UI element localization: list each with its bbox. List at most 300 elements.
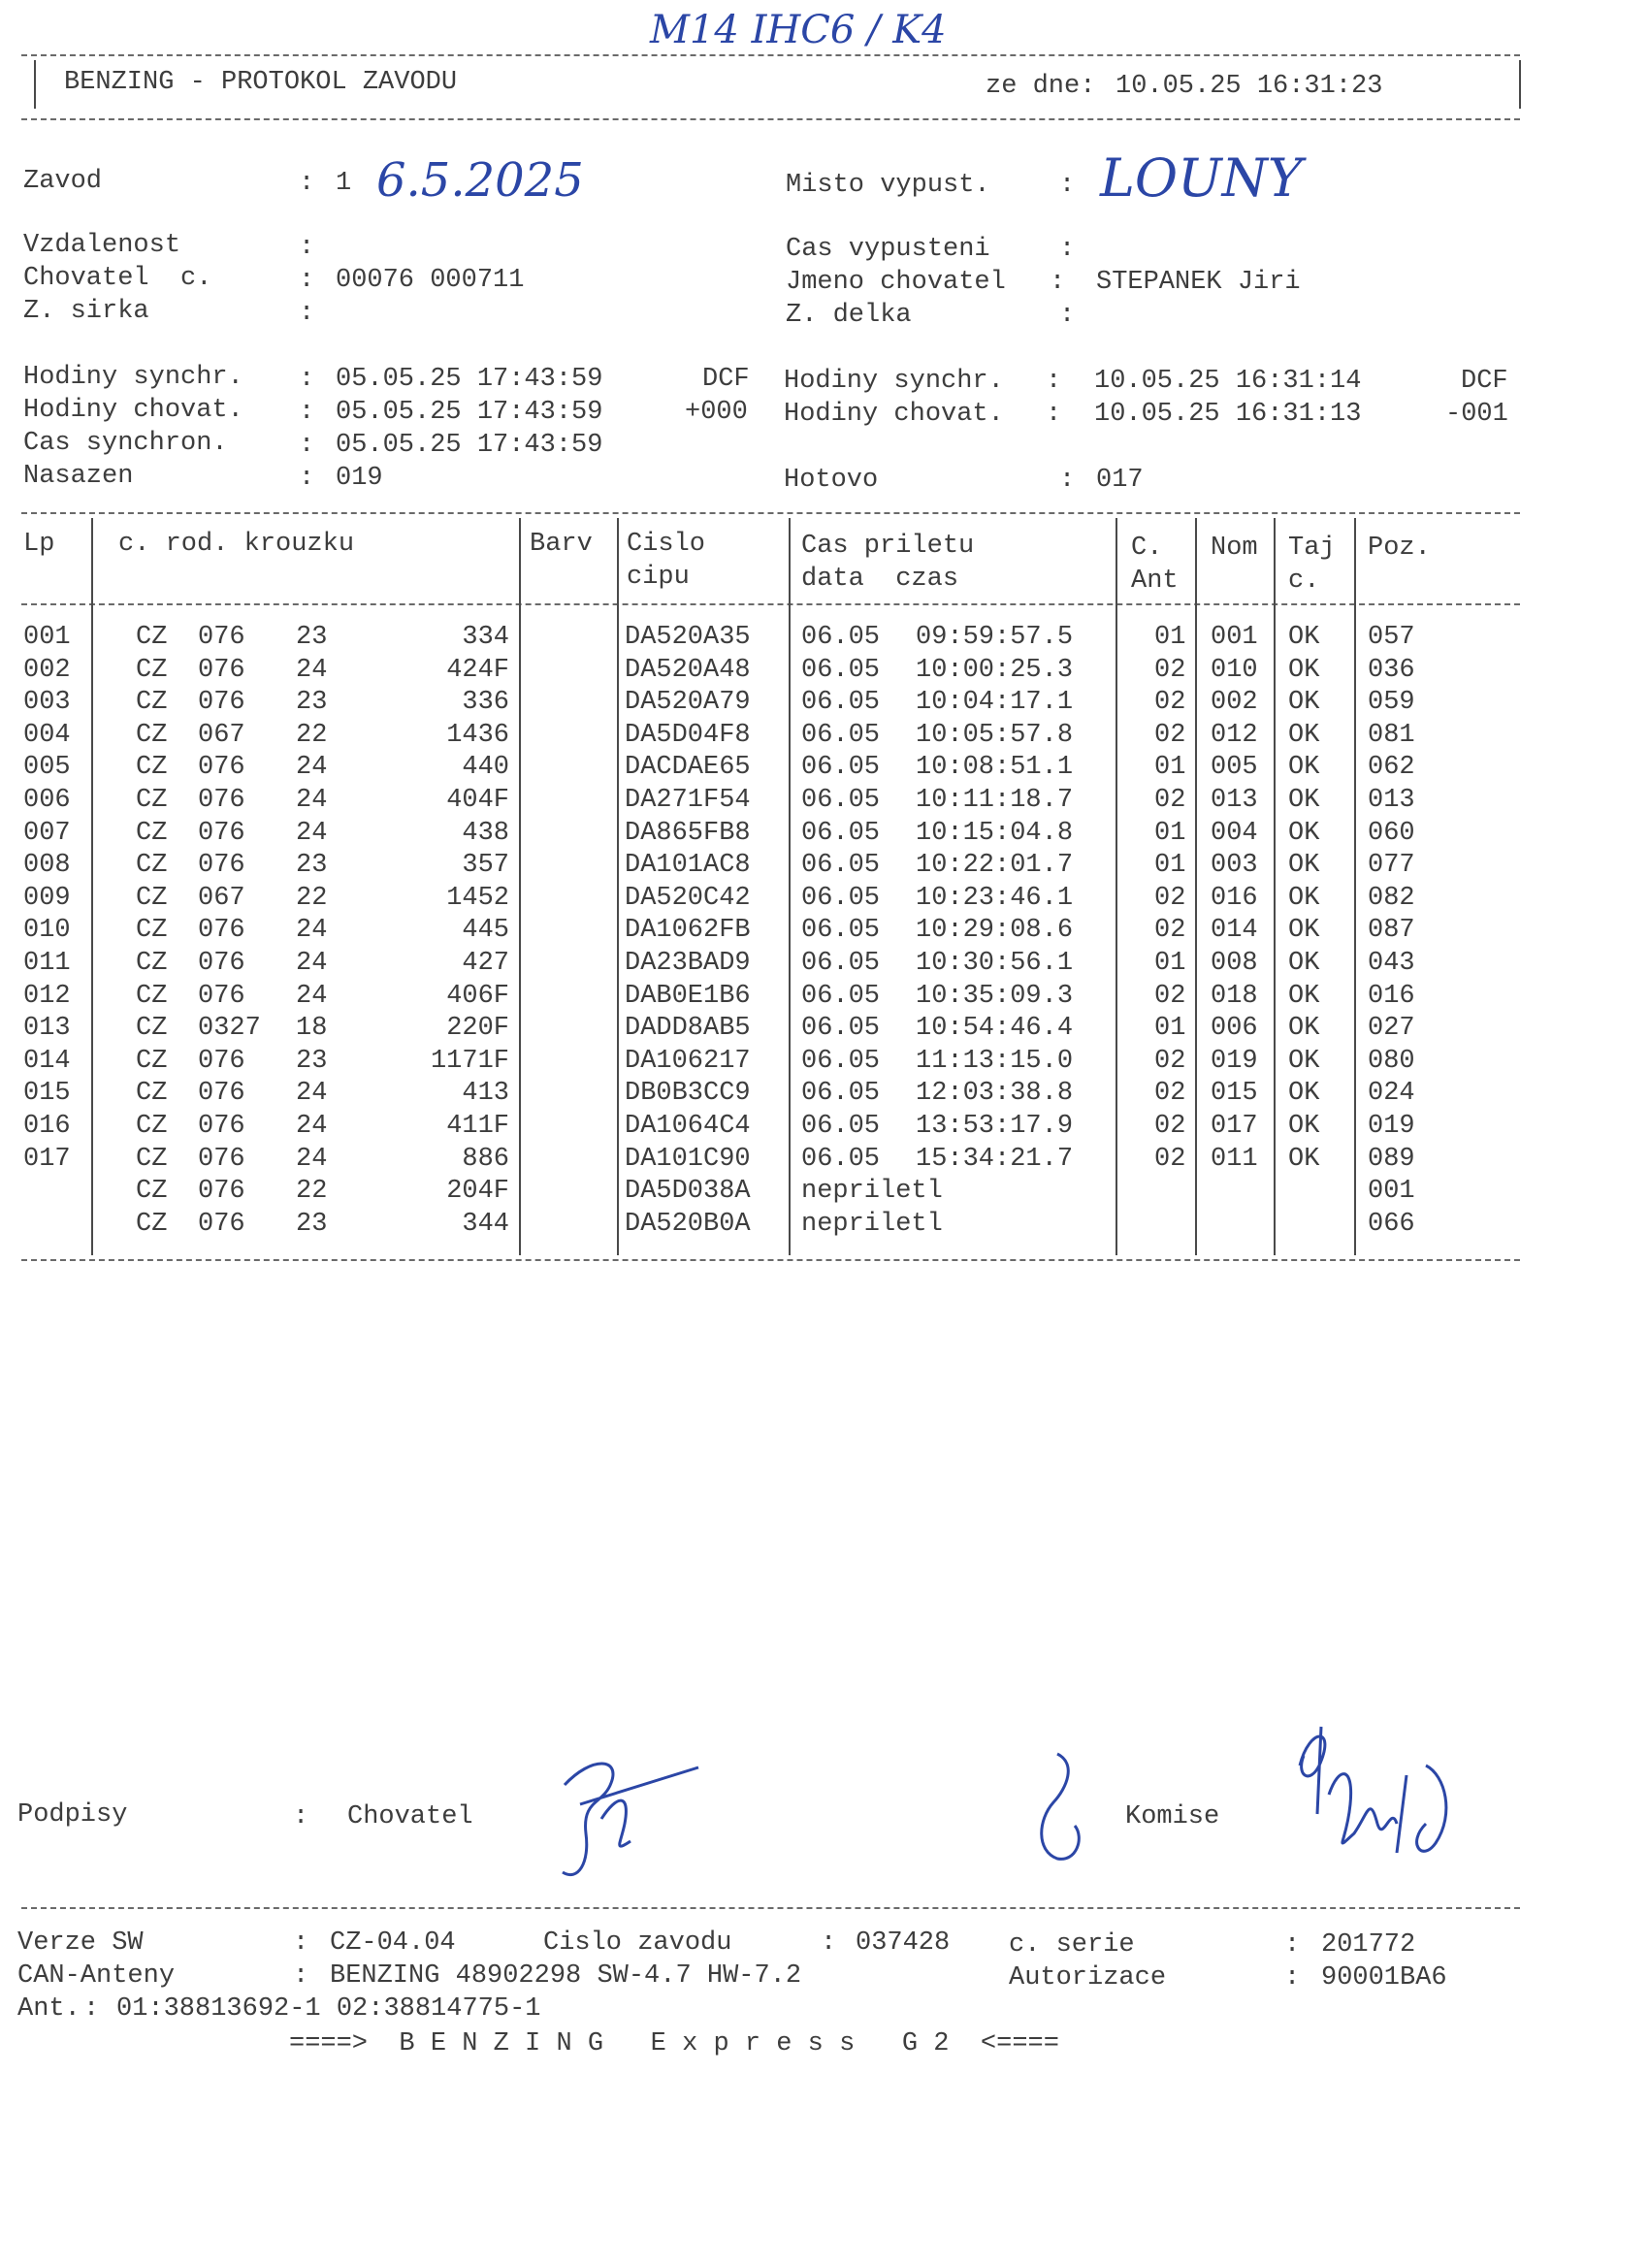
cell-yr: 23	[296, 851, 328, 881]
cell-taj: OK	[1288, 1112, 1320, 1141]
cell-num: 445	[462, 916, 509, 946]
cell-cz: CZ	[136, 1177, 168, 1207]
cell-yr: 24	[296, 949, 328, 978]
zavod-value: 1	[336, 169, 352, 198]
serie-value: 201772	[1321, 1930, 1416, 1960]
cell-date: 06.05	[801, 1079, 881, 1109]
cell-lp: 017	[23, 1144, 71, 1174]
cell-date: 06.05	[801, 753, 881, 783]
cell-org: 076	[198, 1177, 245, 1207]
chovatel-signature-label: Chovatel	[347, 1802, 473, 1831]
cell-date: 06.05	[801, 818, 881, 848]
cell-time: 10:00:25.3	[916, 655, 1074, 685]
handwritten-race-date: 6.5.2025	[376, 153, 584, 208]
cell-ant: 02	[1154, 688, 1186, 718]
komise-signature-label: Komise	[1125, 1802, 1220, 1831]
cell-yr: 24	[296, 1079, 328, 1109]
jmeno-value: STEPANEK Jiri	[1096, 268, 1301, 297]
cell-time: 10:11:18.7	[916, 786, 1074, 815]
table-row	[0, 949, 1552, 981]
cell-nom: 011	[1211, 1144, 1258, 1174]
header-ant-1: C.	[1131, 534, 1163, 563]
cell-cz: CZ	[136, 655, 168, 685]
cell-num: 413	[462, 1079, 509, 1109]
cell-ant: 02	[1154, 883, 1186, 913]
cell-nom: 013	[1211, 786, 1258, 815]
colon: :	[293, 1802, 309, 1831]
cell-poz: 087	[1368, 916, 1415, 946]
table-row	[0, 916, 1552, 948]
cell-ant: 02	[1154, 1144, 1186, 1174]
cell-taj: OK	[1288, 720, 1320, 750]
cell-date: 06.05	[801, 688, 881, 718]
cell-num: 220F	[446, 1014, 509, 1044]
cell-chip: DA520A79	[625, 688, 751, 718]
cell-org: 067	[198, 883, 245, 913]
cell-date: 06.05	[801, 655, 881, 685]
sync-left-value-3: 05.05.25 17:43:59	[336, 431, 603, 460]
colon: :	[1046, 400, 1062, 429]
cell-time: 10:29:08.6	[916, 916, 1074, 946]
header-nom: Nom	[1211, 534, 1258, 563]
cell-time: 10:30:56.1	[916, 949, 1074, 978]
cell-org: 076	[198, 1209, 245, 1239]
cell-num: 438	[462, 818, 509, 848]
header-poz: Poz.	[1368, 534, 1431, 563]
cell-nom: 017	[1211, 1112, 1258, 1141]
cell-ant: 02	[1154, 1046, 1186, 1076]
table-row	[0, 1210, 1552, 1242]
cell-yr: 24	[296, 786, 328, 815]
colon: :	[1059, 466, 1076, 495]
cell-taj: OK	[1288, 949, 1320, 978]
cell-date: 06.05	[801, 720, 881, 750]
colon: :	[1050, 268, 1066, 297]
antenna-serials-value: 01:38813692-1 02:38814775-1	[116, 1994, 541, 2024]
cell-chip: DAB0E1B6	[625, 981, 751, 1011]
cell-cz: CZ	[136, 949, 168, 978]
sync-left-extra-2: +000	[685, 398, 748, 427]
cell-num: 406F	[446, 981, 509, 1011]
chovatel-label: Chovatel c.	[23, 264, 212, 293]
cell-org: 076	[198, 786, 245, 815]
colon: :	[299, 431, 315, 460]
sync-left-extra-1: DCF	[702, 365, 750, 394]
cell-org: 076	[198, 1079, 245, 1109]
cell-lp: 010	[23, 916, 71, 946]
colon: :	[293, 1928, 309, 1958]
cell-poz: 060	[1368, 818, 1415, 848]
cell-org: 076	[198, 623, 245, 652]
can-antenna-label: CAN-Anteny	[17, 1961, 176, 1991]
cell-chip: DACDAE65	[625, 753, 751, 783]
cell-nom: 004	[1211, 818, 1258, 848]
cell-poz: 043	[1368, 949, 1415, 978]
cell-yr: 23	[296, 688, 328, 718]
header-right-border	[1519, 60, 1521, 109]
cell-lp: 002	[23, 655, 71, 685]
cell-yr: 24	[296, 1112, 328, 1141]
cell-time: 10:23:46.1	[916, 883, 1074, 913]
hotovo-label: Hotovo	[784, 466, 879, 495]
cell-ant: 01	[1154, 623, 1186, 652]
cell-chip: DA5D038A	[625, 1177, 751, 1207]
table-row	[0, 1112, 1552, 1144]
zavod-label: Zavod	[23, 167, 103, 196]
cell-ant: 01	[1154, 818, 1186, 848]
nasazen-value: 019	[336, 464, 383, 493]
colon: :	[299, 299, 315, 328]
cell-ant: 01	[1154, 851, 1186, 881]
cell-org: 0327	[198, 1014, 261, 1044]
cell-poz: 066	[1368, 1209, 1415, 1239]
colon: :	[1059, 235, 1076, 264]
cell-cz: CZ	[136, 786, 168, 815]
nasazen-label: Nasazen	[23, 462, 134, 491]
cell-chip: DA271F54	[625, 786, 751, 815]
cell-chip: DA520C42	[625, 883, 751, 913]
cell-poz: 001	[1368, 1177, 1415, 1207]
cell-chip: DA1062FB	[625, 916, 751, 946]
colon: :	[1284, 1963, 1301, 1993]
header-barv: Barv	[530, 530, 593, 559]
header-arrival-1: Cas priletu	[801, 532, 975, 561]
cell-nom: 014	[1211, 916, 1258, 946]
cell-chip: DA101AC8	[625, 851, 751, 881]
report-date-value: 10.05.25 16:31:23	[1116, 72, 1383, 101]
cell-lp: 013	[23, 1014, 71, 1044]
cell-date: 06.05	[801, 883, 881, 913]
cell-yr: 24	[296, 655, 328, 685]
cell-taj: OK	[1288, 688, 1320, 718]
cell-nom: 016	[1211, 883, 1258, 913]
cell-yr: 23	[296, 623, 328, 652]
colon: :	[1059, 301, 1076, 330]
cell-taj: OK	[1288, 1046, 1320, 1076]
ampersand-mark	[1028, 1744, 1096, 1870]
sync-right-value-1: 10.05.25 16:31:14	[1094, 367, 1362, 396]
cell-poz: 059	[1368, 688, 1415, 718]
cell-lp: 012	[23, 981, 71, 1011]
cell-yr: 23	[296, 1046, 328, 1076]
cell-cz: CZ	[136, 981, 168, 1011]
cell-chip: DA865FB8	[625, 818, 751, 848]
cell-ant: 02	[1154, 655, 1186, 685]
table-row	[0, 1047, 1552, 1079]
header-ring: c. rod. krouzku	[118, 530, 355, 559]
cell-poz: 077	[1368, 851, 1415, 881]
cell-nom: 008	[1211, 949, 1258, 978]
cell-cz: CZ	[136, 1046, 168, 1076]
cell-lp: 009	[23, 883, 71, 913]
delka-label: Z. delka	[786, 301, 912, 330]
cell-ant: 02	[1154, 786, 1186, 815]
cell-chip: DADD8AB5	[625, 1014, 751, 1044]
cell-time: 10:35:09.3	[916, 981, 1074, 1011]
handwritten-top-code: M14 IHC6 / K4	[650, 8, 947, 52]
cell-chip: DA520A35	[625, 623, 751, 652]
cell-cz: CZ	[136, 753, 168, 783]
header-left-border	[34, 60, 36, 109]
cell-num: 404F	[446, 786, 509, 815]
footer-separator	[21, 1907, 1520, 1909]
cell-time: 10:15:04.8	[916, 818, 1074, 848]
cell-date: 06.05	[801, 916, 881, 946]
header-chip-1: Cislo	[627, 530, 706, 559]
colon: :	[83, 1994, 100, 2024]
cell-org: 076	[198, 851, 245, 881]
cell-num: 427	[462, 949, 509, 978]
commission-signature	[1261, 1707, 1474, 1872]
cell-num: 1452	[446, 883, 509, 913]
can-antenna-value: BENZING 48902298 SW-4.7 HW-7.2	[330, 1961, 802, 1991]
cell-cz: CZ	[136, 818, 168, 848]
cell-num: 440	[462, 753, 509, 783]
cell-poz: 080	[1368, 1046, 1415, 1076]
header-taj-2: c.	[1288, 567, 1320, 596]
cell-date: 06.05	[801, 949, 881, 978]
signatures-label: Podpisy	[17, 1800, 128, 1830]
cell-time: 10:04:17.1	[916, 688, 1074, 718]
cell-chip: DA106217	[625, 1046, 751, 1076]
cell-lp: 016	[23, 1112, 71, 1141]
breeder-signature	[524, 1727, 718, 1892]
cell-lp: 001	[23, 623, 71, 652]
cell-taj: OK	[1288, 1014, 1320, 1044]
sync-left-label-3: Cas synchron.	[23, 429, 228, 458]
cell-org: 076	[198, 818, 245, 848]
cell-num: 1171F	[430, 1046, 509, 1076]
cell-taj: OK	[1288, 1079, 1320, 1109]
cell-poz: 082	[1368, 883, 1415, 913]
cell-poz: 016	[1368, 981, 1415, 1011]
cell-num: 411F	[446, 1112, 509, 1141]
table-row	[0, 753, 1552, 785]
cell-cz: CZ	[136, 1209, 168, 1239]
cell-yr: 18	[296, 1014, 328, 1044]
cell-poz: 089	[1368, 1144, 1415, 1174]
cell-poz: 036	[1368, 655, 1415, 685]
table-header-separator	[21, 603, 1520, 605]
cell-taj: OK	[1288, 981, 1320, 1011]
table-row	[0, 1177, 1552, 1209]
cell-poz: 013	[1368, 786, 1415, 815]
protocol-title: BENZING - PROTOKOL ZAVODU	[64, 68, 458, 97]
verze-value: CZ-04.04	[330, 1928, 456, 1958]
cell-taj: OK	[1288, 818, 1320, 848]
cell-cz: CZ	[136, 720, 168, 750]
cell-org: 076	[198, 949, 245, 978]
sync-right-label-2: Hodiny chovat.	[784, 400, 1004, 429]
table-row	[0, 1079, 1552, 1111]
colon: :	[299, 464, 315, 493]
cell-cz: CZ	[136, 851, 168, 881]
cell-time: 10:54:46.4	[916, 1014, 1074, 1044]
cell-time: 15:34:21.7	[916, 1144, 1074, 1174]
cell-cz: CZ	[136, 1144, 168, 1174]
colon: :	[299, 169, 315, 198]
cell-org: 076	[198, 688, 245, 718]
cell-cz: CZ	[136, 623, 168, 652]
colon: :	[821, 1928, 837, 1958]
cell-nom: 012	[1211, 720, 1258, 750]
cell-cz: CZ	[136, 883, 168, 913]
colon: :	[299, 266, 315, 295]
cell-poz: 057	[1368, 623, 1415, 652]
cell-nom: 001	[1211, 623, 1258, 652]
chovatel-value: 00076 000711	[336, 266, 525, 295]
cell-time: 13:53:17.9	[916, 1112, 1074, 1141]
cell-num: 1436	[446, 720, 509, 750]
handwritten-release-place: LOUNY	[1100, 147, 1303, 209]
cell-num: 357	[462, 851, 509, 881]
table-row	[0, 721, 1552, 753]
table-top-border	[21, 512, 1520, 514]
report-date-label: ze dne:	[986, 72, 1096, 101]
cell-org: 076	[198, 981, 245, 1011]
cell-taj: OK	[1288, 623, 1320, 652]
cell-nom: 005	[1211, 753, 1258, 783]
cell-date: 06.05	[801, 623, 881, 652]
sync-right-value-2: 10.05.25 16:31:13	[1094, 400, 1362, 429]
cell-date: 06.05	[801, 786, 881, 815]
colon: :	[293, 1961, 309, 1991]
header-arrival-2: data czas	[801, 565, 959, 594]
sync-left-value-1: 05.05.25 17:43:59	[336, 365, 603, 394]
cell-time: 10:08:51.1	[916, 753, 1074, 783]
cell-num: 334	[462, 623, 509, 652]
cell-nom: 019	[1211, 1046, 1258, 1076]
cell-poz: 062	[1368, 753, 1415, 783]
header-top-border	[21, 54, 1520, 56]
cell-yr: 24	[296, 753, 328, 783]
sync-right-extra-1: DCF	[1461, 367, 1508, 396]
cell-poz: 019	[1368, 1112, 1415, 1141]
cell-poz: 081	[1368, 720, 1415, 750]
colon: :	[299, 398, 315, 427]
sync-left-label-2: Hodiny chovat.	[23, 396, 243, 425]
cell-cz: CZ	[136, 1014, 168, 1044]
cell-chip: DA5D04F8	[625, 720, 751, 750]
cell-cz: CZ	[136, 1112, 168, 1141]
cell-lp: 014	[23, 1046, 71, 1076]
cell-yr: 22	[296, 1177, 328, 1207]
cell-date: 06.05	[801, 1046, 881, 1076]
colon: :	[1059, 171, 1076, 200]
cell-yr: 23	[296, 1209, 328, 1239]
jmeno-label: Jmeno chovatel	[786, 268, 1006, 297]
cell-nom: 003	[1211, 851, 1258, 881]
cell-num: 344	[462, 1209, 509, 1239]
table-row	[0, 1014, 1552, 1046]
cell-taj: OK	[1288, 851, 1320, 881]
cell-yr: 24	[296, 981, 328, 1011]
verze-label: Verze SW	[17, 1928, 144, 1958]
vzdalenost-label: Vzdalenost	[23, 231, 181, 260]
antenna-serials-label: Ant.	[17, 1994, 81, 2024]
cell-chip: DA101C90	[625, 1144, 751, 1174]
table-bottom-border	[21, 1259, 1520, 1261]
cell-lp: 006	[23, 786, 71, 815]
table-row	[0, 623, 1552, 655]
cell-org: 076	[198, 916, 245, 946]
header-lp: Lp	[23, 530, 55, 559]
header-taj-1: Taj	[1288, 534, 1336, 563]
cell-org: 076	[198, 1046, 245, 1076]
cas-vypusteni-label: Cas vypusteni	[786, 235, 990, 264]
sync-left-value-2: 05.05.25 17:43:59	[336, 398, 603, 427]
cell-time: 11:13:15.0	[916, 1046, 1074, 1076]
cell-date: nepriletl	[801, 1209, 943, 1239]
sirka-label: Z. sirka	[23, 297, 149, 326]
cell-yr: 24	[296, 916, 328, 946]
cell-ant: 02	[1154, 1079, 1186, 1109]
cell-chip: DA1064C4	[625, 1112, 751, 1141]
cell-lp: 005	[23, 753, 71, 783]
table-row	[0, 1145, 1552, 1177]
cell-taj: OK	[1288, 1144, 1320, 1174]
cell-nom: 002	[1211, 688, 1258, 718]
cell-lp: 011	[23, 949, 71, 978]
cell-org: 076	[198, 1112, 245, 1141]
cell-ant: 02	[1154, 981, 1186, 1011]
sync-left-label-1: Hodiny synchr.	[23, 363, 243, 392]
cell-cz: CZ	[136, 1079, 168, 1109]
cell-poz: 024	[1368, 1079, 1415, 1109]
cell-yr: 24	[296, 818, 328, 848]
cell-taj: OK	[1288, 883, 1320, 913]
cell-num: 424F	[446, 655, 509, 685]
cell-time: 10:05:57.8	[916, 720, 1074, 750]
cell-date: 06.05	[801, 1112, 881, 1141]
colon: :	[1284, 1930, 1301, 1960]
table-row	[0, 884, 1552, 916]
cell-num: 336	[462, 688, 509, 718]
cell-date: 06.05	[801, 1014, 881, 1044]
cell-date: 06.05	[801, 1144, 881, 1174]
cell-lp: 004	[23, 720, 71, 750]
cell-nom: 015	[1211, 1079, 1258, 1109]
table-row	[0, 982, 1552, 1014]
colon: :	[1046, 367, 1062, 396]
table-row	[0, 688, 1552, 720]
misto-label: Misto vypust.	[786, 171, 990, 200]
table-row	[0, 819, 1552, 851]
cell-org: 076	[198, 655, 245, 685]
sync-right-extra-2: -001	[1445, 400, 1508, 429]
cell-org: 076	[198, 753, 245, 783]
cell-chip: DA23BAD9	[625, 949, 751, 978]
cell-date: 06.05	[801, 851, 881, 881]
cislo-zavodu-label: Cislo zavodu	[543, 1928, 732, 1958]
cell-time: 10:22:01.7	[916, 851, 1074, 881]
cell-poz: 027	[1368, 1014, 1415, 1044]
cell-ant: 01	[1154, 949, 1186, 978]
cell-time: 12:03:38.8	[916, 1079, 1074, 1109]
cell-chip: DA520B0A	[625, 1209, 751, 1239]
colon: :	[299, 365, 315, 394]
cell-lp: 003	[23, 688, 71, 718]
cell-org: 067	[198, 720, 245, 750]
cell-time: 09:59:57.5	[916, 623, 1074, 652]
cell-yr: 22	[296, 883, 328, 913]
cell-nom: 006	[1211, 1014, 1258, 1044]
cell-chip: DA520A48	[625, 655, 751, 685]
cell-taj: OK	[1288, 753, 1320, 783]
header-chip-2: cipu	[627, 563, 690, 592]
cell-cz: CZ	[136, 916, 168, 946]
cell-lp: 015	[23, 1079, 71, 1109]
